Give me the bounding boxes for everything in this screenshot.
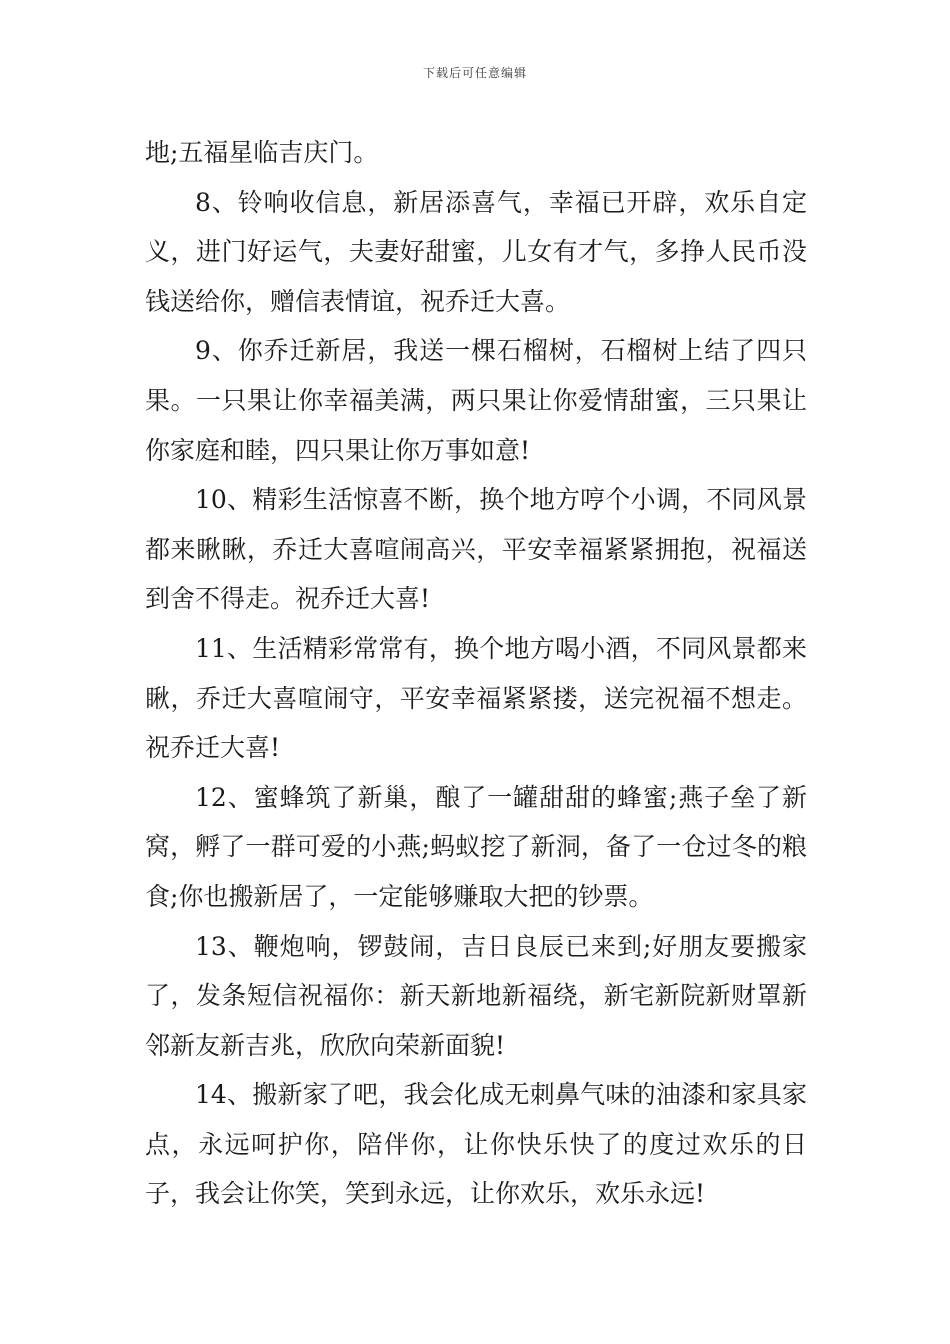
page-header: 下载后可任意编辑 [422,66,527,80]
document-body [145,128,807,1219]
paragraph-item-14: 14、搬新家了吧，我会化成无刺鼻气味的油漆和家具家点，永远呵护你，陪伴你，让你快乐快了的度过欢乐的日子，我会让你笑，笑到永远，让你欢乐，欢乐永远! [145,1080,807,1209]
paragraph-item-8: 8、铃响收信息，新居添喜气，幸福已开辟，欢乐自定义，进门好运气，夫妻好甜蜜，儿女有才气，多挣人民币没钱送给你，赠信表情谊，祝乔迁大喜。 [145,187,807,316]
paragraph-item-11: 11、生活精彩常常有，换个地方喝小酒，不同风景都来瞅，乔迁大喜喧闹守，平安幸福紧紧搂，送完祝福不想走。祝乔迁大喜! [145,633,807,763]
paragraph-item-9: 9、你乔迁新居，我送一棵石榴树，石榴树上结了四只果。一只果让你幸福美满，两只果让你爱情甜蜜，三只果让你家庭和睦，四只果让你万事如意! [145,336,807,465]
paragraph-item-13: 13、鞭炮响，锣鼓闹，吉日良辰已来到;好朋友要搬家了，发条短信祝福你：新天新地新福绕，新宅新院新财罩新邻新友新吉兆，欣欣向荣新面貌! [145,931,807,1060]
paragraph-item-12: 12、蜜蜂筑了新巢，酿了一罐甜甜的蜂蜜;燕子垒了新窝，孵了一群可爱的小燕;蚂蚁挖了新洞，备了一仓过冬的粮食;你也搬新居了，一定能够赚取大把的钞票。 [145,782,807,911]
paragraph-continuation: 地;五福星临吉庆门。 [145,138,379,167]
paragraph-item-10: 10、精彩生活惊喜不断，换个地方哼个小调，不同风景都来瞅瞅，乔迁大喜喧闹高兴，平安幸福紧紧拥抱，祝福送到舍不得走。祝乔迁大喜! [145,485,807,614]
